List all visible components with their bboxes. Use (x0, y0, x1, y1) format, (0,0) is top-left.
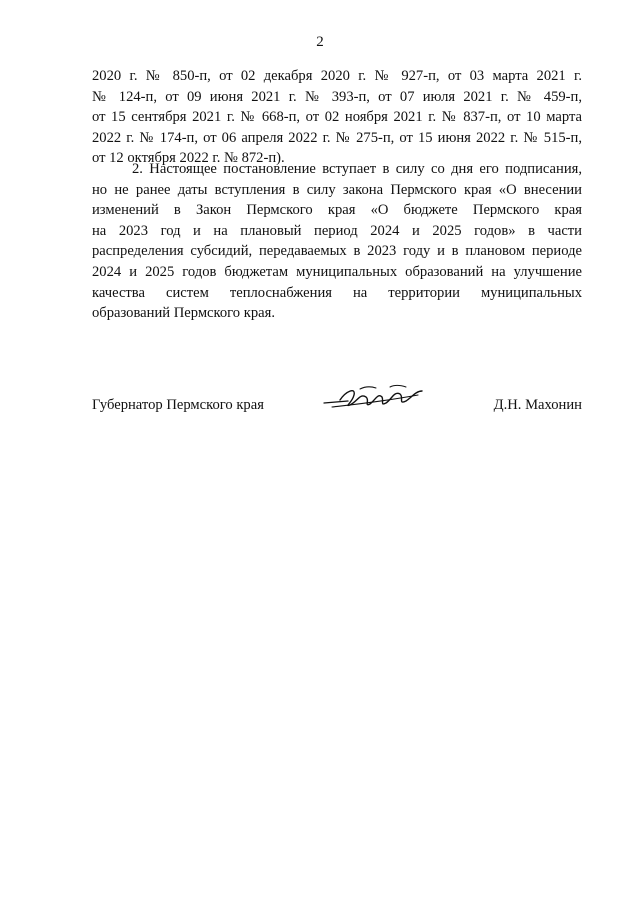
signatory-name: Д.Н. Махонин (493, 397, 582, 413)
paragraph-line: 2024 и 2025 годов бюджетам муниципальных образований на улучшение (92, 263, 582, 280)
paragraph-line: № 124-п, от 09 июня 2021 г. № 393-п, от 07 июля 2021 г. № 459-п, (92, 88, 582, 105)
handwritten-signature (320, 379, 430, 419)
page-number: 2 (316, 34, 324, 50)
paragraph-2 (92, 159, 582, 324)
paragraph-1 (92, 66, 582, 169)
paragraph-line: но не ранее даты вступления в силу закона Пермского края «О внесении (92, 181, 582, 198)
signature-block (92, 397, 582, 421)
paragraph-line: образований Пермского края. (92, 305, 275, 322)
paragraph-line: 2. Настоящее постановление вступает в силу со дня его подписания, (132, 161, 582, 177)
paragraph-line: на 2023 год и на плановый период 2024 и 2025 годов» в части (92, 222, 582, 239)
signatory-title: Губернатор Пермского края (92, 397, 264, 413)
paragraph-line: от 12 октября 2022 г. № 872-п). (92, 150, 285, 167)
paragraph-line: от 15 сентября 2021 г. № 668-п, от 02 ноября 2021 г. № 837-п, от 10 марта (92, 109, 582, 126)
paragraph-line: распределения субсидий, передаваемых в 2023 году и в плановом периоде (92, 243, 582, 260)
paragraph-line: качества систем теплоснабжения на территории муниципальных (92, 284, 582, 301)
paragraph-line: 2020 г. № 850-п, от 02 декабря 2020 г. № 927-п, от 03 марта 2021 г. (92, 68, 582, 84)
paragraph-line: 2022 г. № 174-п, от 06 апреля 2022 г. № 275-п, от 15 июня 2022 г. № 515-п, (92, 129, 582, 146)
paragraph-line: изменений в Закон Пермского края «О бюджете Пермского края (92, 202, 582, 219)
